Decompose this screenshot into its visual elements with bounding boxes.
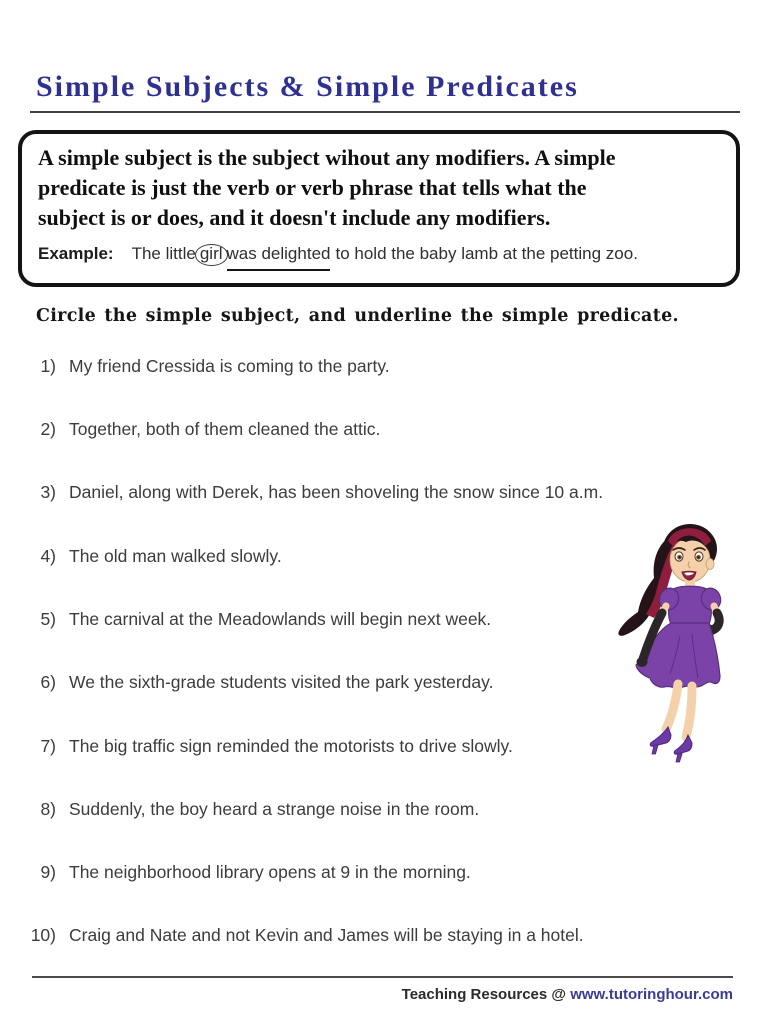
question-row bbox=[22, 609, 491, 630]
footer-credit-text: Teaching Resources @ bbox=[401, 986, 567, 1003]
question-number: 3) bbox=[40, 482, 56, 502]
question-text: Craig and Nate and not Kevin and James will be staying in a hotel. bbox=[69, 925, 584, 945]
question-number: 1) bbox=[40, 356, 56, 376]
question-row bbox=[22, 925, 584, 946]
footer-credit bbox=[402, 986, 733, 1003]
question-text: The neighborhood library opens at 9 in the morning. bbox=[69, 862, 471, 882]
title-divider bbox=[30, 111, 740, 113]
question-number: 6) bbox=[40, 672, 56, 692]
definition-box bbox=[18, 130, 740, 287]
question-number: 7) bbox=[40, 736, 56, 756]
instruction-text: Circle the simple subject, and underline the simple predicate. bbox=[36, 306, 679, 326]
question-text: Together, both of them cleaned the attic. bbox=[69, 419, 381, 439]
worksheet-title: Simple Subjects & Simple Predicates bbox=[36, 70, 579, 103]
tutoringhour-link[interactable]: www.tutoringhour.com bbox=[570, 986, 733, 1003]
question-number: 8) bbox=[40, 799, 56, 819]
question-text: The big traffic sign reminded the motorists to drive slowly. bbox=[69, 736, 513, 756]
question-text: The carnival at the Meadowlands will begin next week. bbox=[69, 609, 492, 629]
question-row bbox=[22, 736, 513, 757]
definition-text-line: predicate is just the verb or verb phrase that tells what the bbox=[38, 175, 587, 200]
question-text: We the sixth-grade students visited the park yesterday. bbox=[69, 672, 494, 692]
definition-text-line: subject is or does, and it doesn't include any modifiers. bbox=[38, 205, 551, 230]
question-number: 2) bbox=[40, 419, 56, 439]
question-row bbox=[22, 356, 390, 377]
underlined-phrase: was delighted bbox=[227, 244, 331, 271]
question-text: My friend Cressida is coming to the party. bbox=[69, 356, 390, 376]
question-row bbox=[22, 546, 282, 567]
question-row bbox=[22, 482, 603, 503]
example-text-post: to hold the baby lamb at the petting zoo. bbox=[335, 244, 638, 263]
question-number: 10) bbox=[30, 925, 56, 945]
question-number: 9) bbox=[40, 862, 56, 882]
example-sentence bbox=[38, 244, 638, 271]
example-label: Example: bbox=[38, 244, 114, 263]
definition-text-line: A simple subject is the subject wihout any modifiers. A simple bbox=[38, 145, 616, 170]
question-row bbox=[22, 419, 380, 440]
question-row bbox=[22, 672, 493, 693]
footer-divider bbox=[32, 976, 733, 978]
question-row bbox=[22, 862, 471, 883]
example-text-pre: The little bbox=[131, 244, 196, 263]
girl-illustration bbox=[610, 516, 740, 768]
question-row bbox=[22, 799, 479, 820]
circled-word: girl bbox=[195, 244, 228, 266]
question-text: Daniel, along with Derek, has been shoveling the snow since 10 a.m. bbox=[69, 482, 604, 502]
question-number: 4) bbox=[40, 546, 56, 566]
question-text: Suddenly, the boy heard a strange noise in the room. bbox=[69, 799, 480, 819]
question-text: The old man walked slowly. bbox=[69, 546, 282, 566]
question-number: 5) bbox=[40, 609, 56, 629]
